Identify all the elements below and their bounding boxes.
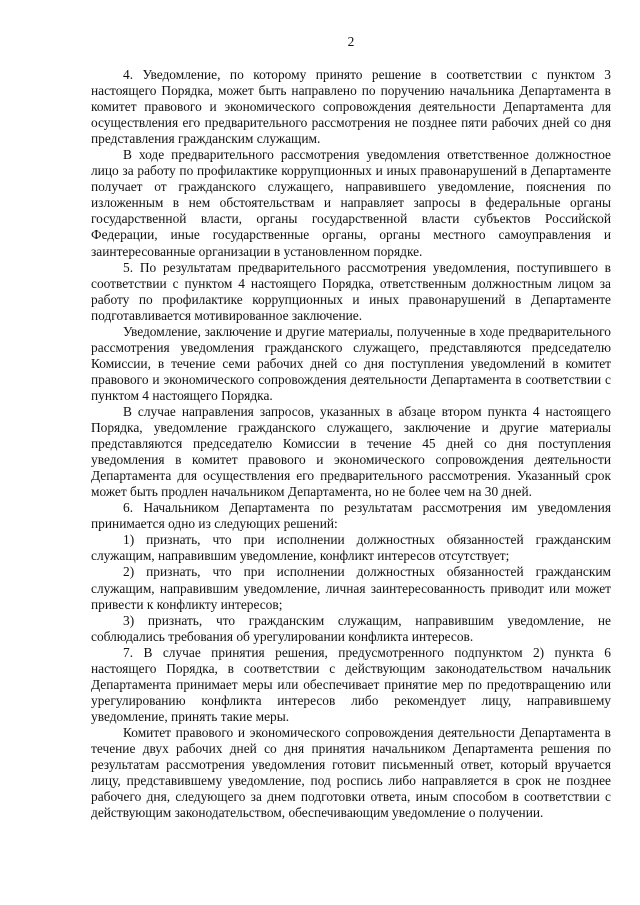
paragraph-item-6: 6. Начальником Департамента по результатам рассмотрения им уведомления принимается одно из следующих решений: [91, 500, 611, 532]
paragraph-request-deadline: В случае направления запросов, указанных в абзаце втором пункта 4 настоящего Порядка, уведомление гражданского служащего, заключение и другие материалы представляются председателю Комиссии в течение 45 дней со дня поступления уведомления в комитет правового и экономического сопровождения деятельности Департамента для осуществления его предварительного рассмотрения. Указанный срок может быть продлен начальником Департамента, но не более чем на 30 дней. [91, 403, 611, 500]
paragraph-decision-1: 1) признать, что при исполнении должностных обязанностей гражданским служащим, направившим уведомление, конфликт интересов отсутствует; [91, 532, 611, 564]
document-page [91, 34, 611, 821]
page-number: 2 [347, 34, 355, 49]
paragraph-decision-2: 2) признать, что при исполнении должностных обязанностей гражданским служащим, направившим уведомление, личная заинтересованность приводит или может привести к конфликту интересов; [91, 564, 611, 612]
paragraph-materials-submission: Уведомление, заключение и другие материалы, полученные в ходе предварительного рассмотрения уведомления гражданского служащего, представляются председателю Комиссии, в течение семи рабочих дней со дня поступления уведомлений в комитет правового и экономического сопровождения деятельности Департамента в соответствии с пунктом 4 настоящего Порядка. [91, 323, 611, 403]
paragraph-committee-response: Комитет правового и экономического сопровождения деятельности Департамента в течение двух рабочих дней со дня принятия начальником Департамента решения по результатам рассмотрения уведомления готовит письменный ответ, который вручается лицу, представившему уведомление, под роспись либо направляется в срок не позднее рабочего дня, следующего за днем подготовки ответа, иным способом в соответствии с действующим законодательством, обеспечивающим уведомление о получении. [91, 724, 611, 821]
paragraph-decision-3: 3) признать, что гражданским служащим, направившим уведомление, не соблюдались требования об урегулировании конфликта интересов. [91, 612, 611, 644]
paragraph-item-4: 4. Уведомление, по которому принято решение в соответствии с пунктом 3 настоящего Порядка, может быть направлено по поручению начальника Департамента в комитет правового и экономического сопровождения деятельности Департамента для осуществления его предварительного рассмотрения не позднее пяти рабочих дней со дня представления гражданским служащим. [91, 67, 611, 147]
paragraph-item-5: 5. По результатам предварительного рассмотрения уведомления, поступившего в соответствии с пунктом 4 настоящего Порядка, ответственным должностным лицом за работу по профилактике коррупционных и иных правонарушений в Департаменте подготавливается мотивированное заключение. [91, 259, 611, 323]
paragraph-preliminary-review: В ходе предварительного рассмотрения уведомления ответственное должностное лицо за работу по профилактике коррупционных и иных правонарушений в Департаменте получает от гражданского служащего, направившего уведомление, пояснения по изложенным в нем обстоятельствам и направляет запросы в федеральные органы государственной власти, органы государственной власти субъектов Российской Федерации, иные государственные органы, органы местного самоуправления и заинтересованные организации в установленном порядке. [91, 147, 611, 259]
paragraph-item-7: 7. В случае принятия решения, предусмотренного подпунктом 2) пункта 6 настоящего Порядка, в соответствии с действующим законодательством начальник Департамента принимает меры или обеспечивает принятие мер по предотвращению или урегулированию конфликта интересов либо рекомендует лицу, направившему уведомление, принять такие меры. [91, 644, 611, 724]
